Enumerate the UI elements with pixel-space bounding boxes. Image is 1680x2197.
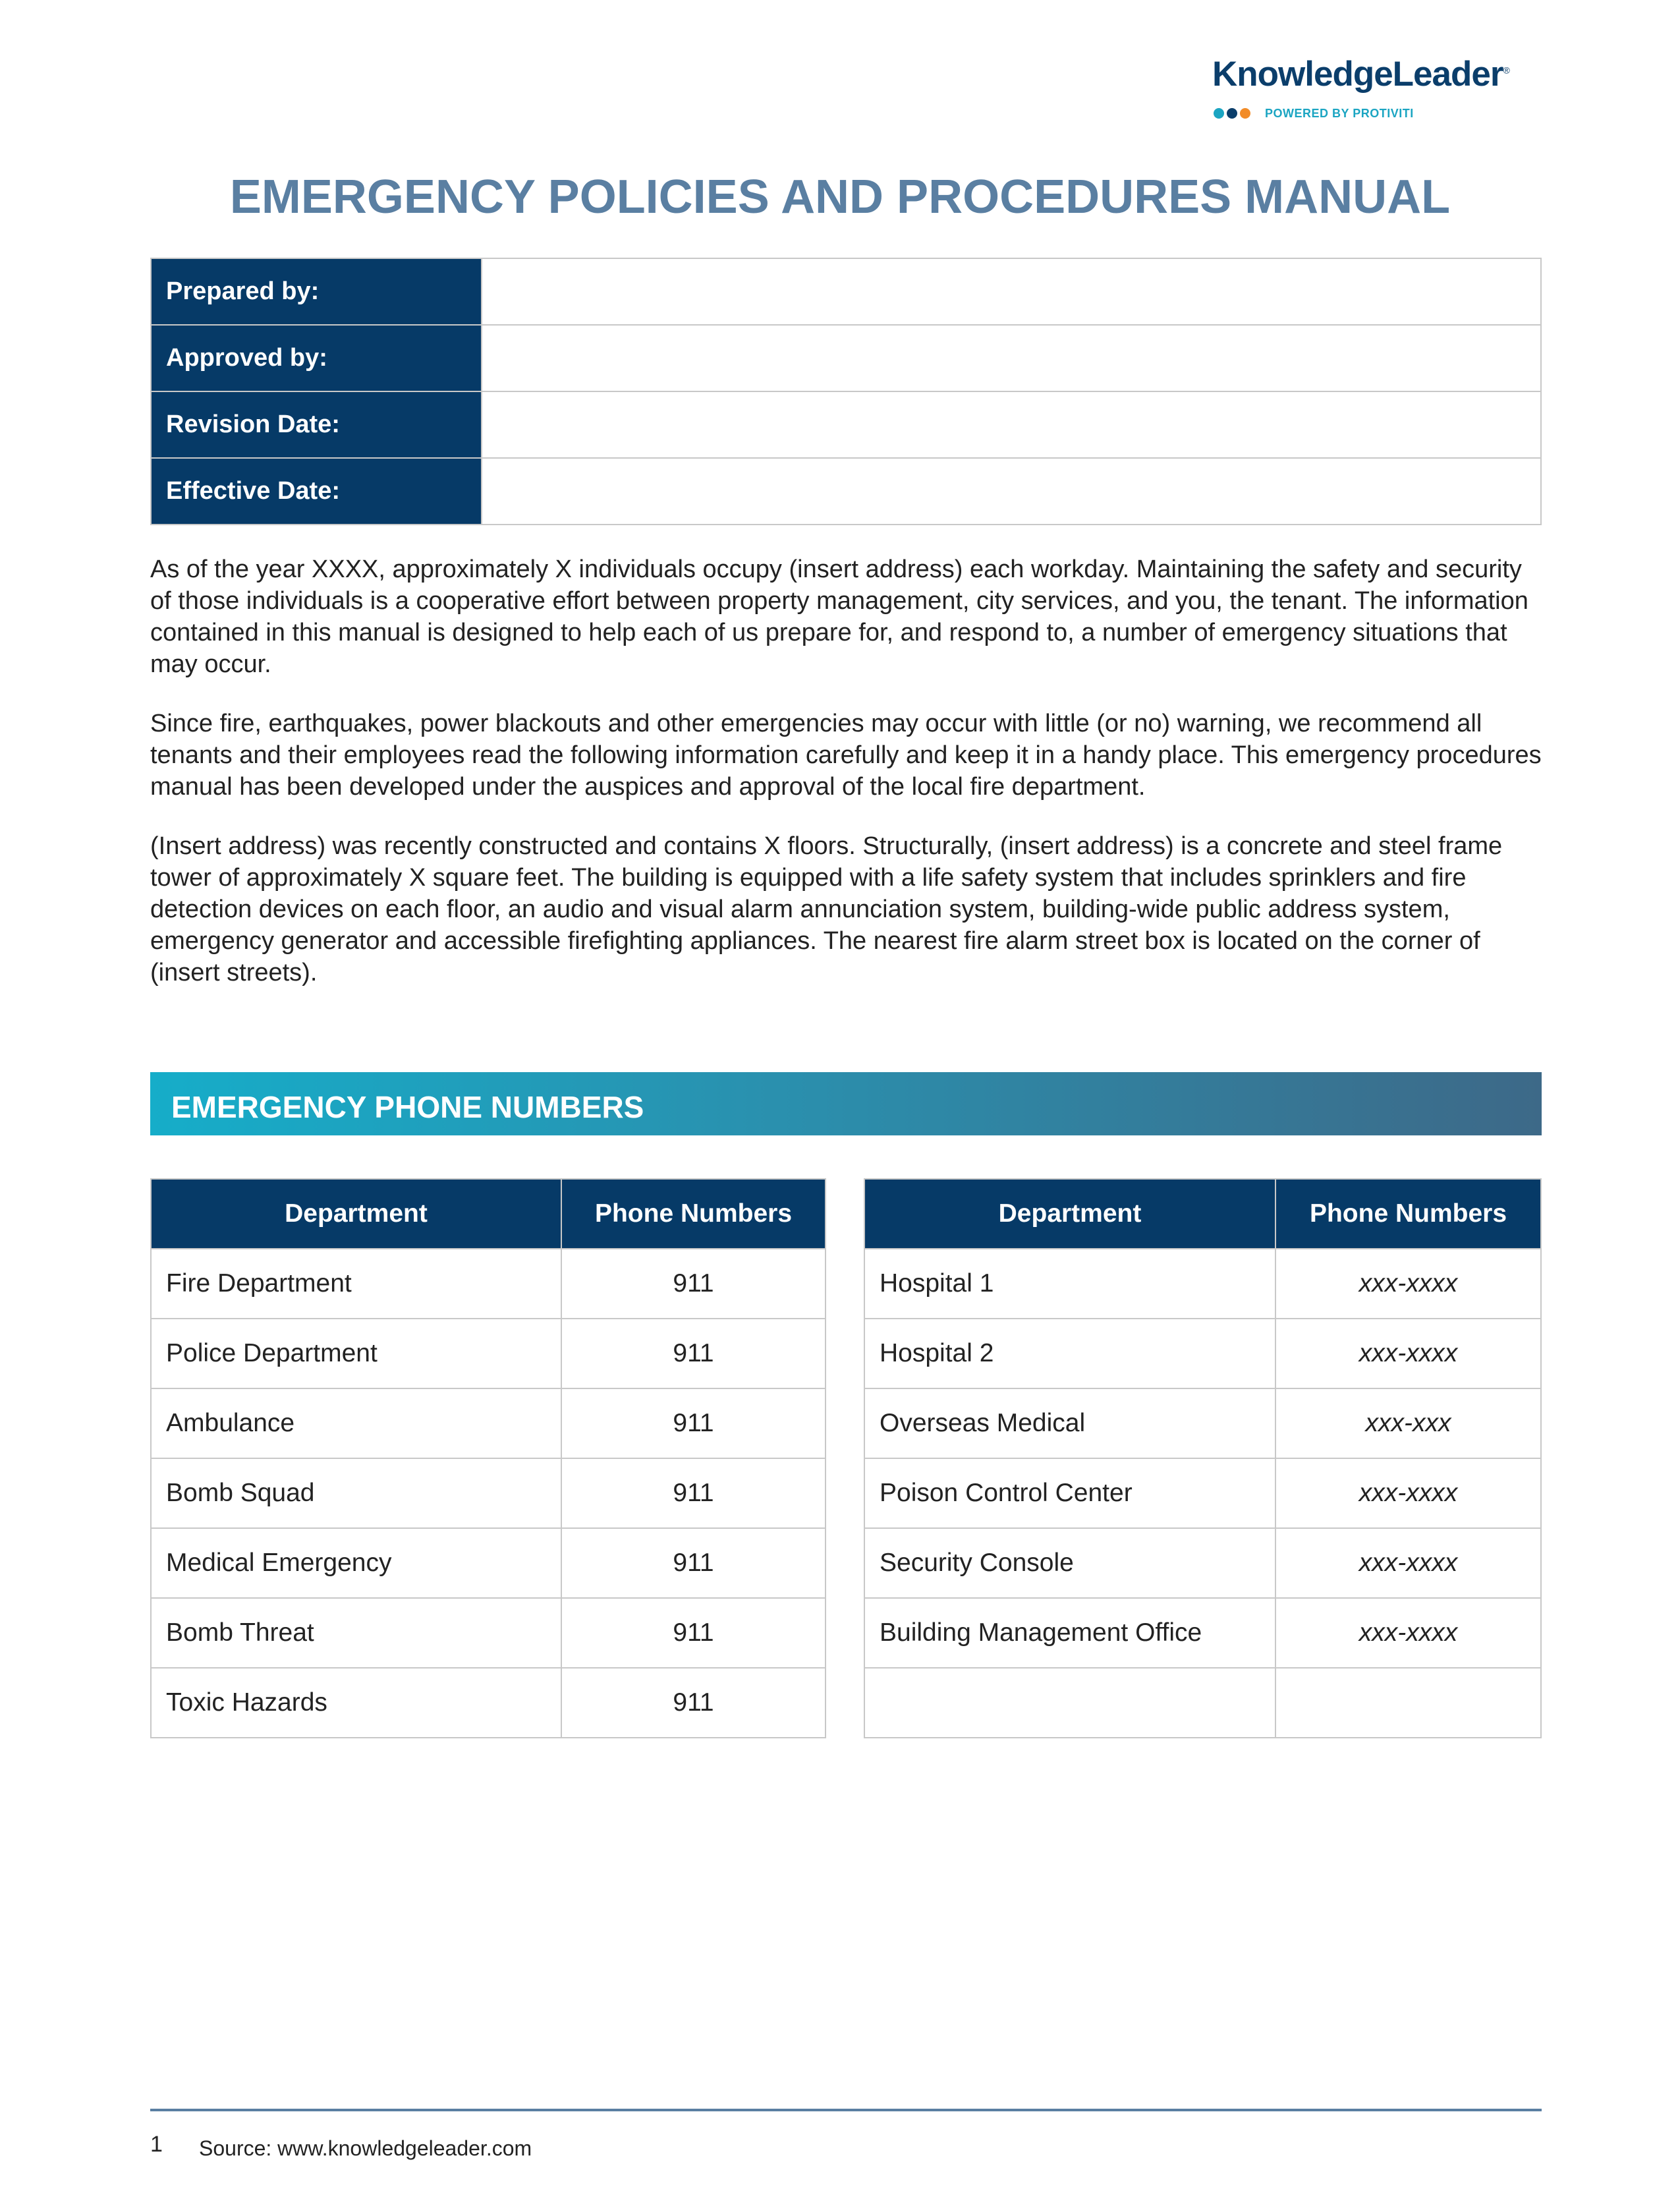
phone-cell: xxx-xxx (1275, 1388, 1541, 1458)
info-row (151, 458, 1541, 525)
department-cell: Poison Control Center (864, 1458, 1275, 1528)
phone-cell: xxx-xxxx (1275, 1319, 1541, 1388)
department-cell: Police Department (151, 1319, 561, 1388)
department-cell: Toxic Hazards (151, 1668, 561, 1738)
table-row (864, 1668, 1541, 1738)
document-info-table (150, 258, 1542, 525)
info-value-field[interactable] (482, 391, 1541, 458)
table-row (864, 1319, 1541, 1388)
department-cell: Security Console (864, 1528, 1275, 1598)
phone-cell: 911 (561, 1528, 826, 1598)
knowledgeleader-logo (1212, 54, 1542, 127)
table-row (864, 1528, 1541, 1598)
department-cell: Medical Emergency (151, 1528, 561, 1598)
department-cell (864, 1668, 1275, 1738)
logo-dots-icon (1214, 108, 1250, 119)
info-label: Prepared by: (151, 258, 482, 325)
footer-divider (150, 2109, 1542, 2111)
department-cell: Building Management Office (864, 1598, 1275, 1668)
source-note: Source: www.knowledgeleader.com (199, 2136, 532, 2160)
department-cell: Hospital 2 (864, 1319, 1275, 1388)
logo-tagline: POWERED BY PROTIVITI (1265, 107, 1414, 120)
logo-dot (1240, 108, 1250, 119)
section-title: EMERGENCY PHONE NUMBERS (171, 1090, 644, 1124)
info-value-field[interactable] (482, 458, 1541, 525)
page-title: EMERGENCY POLICIES AND PROCEDURES MANUAL (229, 171, 1451, 223)
phone-cell (1275, 1668, 1541, 1738)
info-row (151, 258, 1541, 325)
table-row (151, 1598, 826, 1668)
table-header-row (864, 1179, 1541, 1249)
intro-text (150, 554, 1547, 1016)
logo-dot (1214, 108, 1224, 119)
table-row (864, 1388, 1541, 1458)
logo-wordmark: KnowledgeLeader® (1212, 55, 1509, 94)
phone-cell: 911 (561, 1249, 826, 1319)
table-row (151, 1319, 826, 1388)
table-row (864, 1458, 1541, 1528)
phone-table-right (864, 1178, 1542, 1738)
department-cell: Bomb Squad (151, 1458, 561, 1528)
intro-paragraph: As of the year XXXX, approximately X individuals occupy (insert address) each workday. Maintaining the safety and security of those individuals is a cooperative effort between property management, city services, and you, the tenant. The information contained in this manual is designed to help each of us prepare for, and respond to, a number of emergency situations that may occur. (150, 556, 1528, 678)
phone-cell: xxx-xxxx (1275, 1598, 1541, 1668)
info-label: Approved by: (151, 325, 482, 391)
table-row (151, 1668, 826, 1738)
department-cell: Ambulance (151, 1388, 561, 1458)
intro-paragraph: Since fire, earthquakes, power blackouts and other emergencies may occur with little (or no) warning, we recommend all tenants and their employees read the following information carefully and keep it in a handy place. This emergency procedures manual has been developed under the auspices and approval of the local fire department. (150, 710, 1542, 801)
column-header-phone: Phone Numbers (1275, 1179, 1541, 1249)
table-row (151, 1249, 826, 1319)
phone-cell: 911 (561, 1388, 826, 1458)
info-label: Revision Date: (151, 391, 482, 458)
table-row (864, 1249, 1541, 1319)
phone-cell: xxx-xxxx (1275, 1528, 1541, 1598)
phone-cell: 911 (561, 1319, 826, 1388)
table-row (151, 1388, 826, 1458)
department-cell: Hospital 1 (864, 1249, 1275, 1319)
column-header-phone: Phone Numbers (561, 1179, 826, 1249)
page-number: 1 (150, 2132, 163, 2157)
phone-cell: xxx-xxxx (1275, 1458, 1541, 1528)
info-label: Effective Date: (151, 458, 482, 525)
info-value-field[interactable] (482, 258, 1541, 325)
phone-cell: 911 (561, 1668, 826, 1738)
phone-cell: xxx-xxxx (1275, 1249, 1541, 1319)
phone-table-left (150, 1178, 826, 1738)
column-header-department: Department (864, 1179, 1275, 1249)
intro-paragraph: (Insert address) was recently constructed and contains X floors. Structurally, (insert address) is a concrete and steel frame tower of approximately X square feet. The building is equipped with a life safety system that includes sprinklers and fire detection devices on each floor, an audio and visual alarm annunciation system, building-wide public address system, emergency generator and accessible firefighting appliances. The nearest fire alarm street box is located on the corner of (insert streets). (150, 832, 1503, 986)
department-cell: Fire Department (151, 1249, 561, 1319)
department-cell: Bomb Threat (151, 1598, 561, 1668)
info-row (151, 391, 1541, 458)
department-cell: Overseas Medical (864, 1388, 1275, 1458)
table-row (864, 1598, 1541, 1668)
info-value-field[interactable] (482, 325, 1541, 391)
table-row (151, 1528, 826, 1598)
table-row (151, 1458, 826, 1528)
column-header-department: Department (151, 1179, 561, 1249)
info-row (151, 325, 1541, 391)
phone-cell: 911 (561, 1598, 826, 1668)
phone-cell: 911 (561, 1458, 826, 1528)
section-header-bar (150, 1072, 1542, 1135)
logo-dot (1227, 108, 1237, 119)
table-header-row (151, 1179, 826, 1249)
